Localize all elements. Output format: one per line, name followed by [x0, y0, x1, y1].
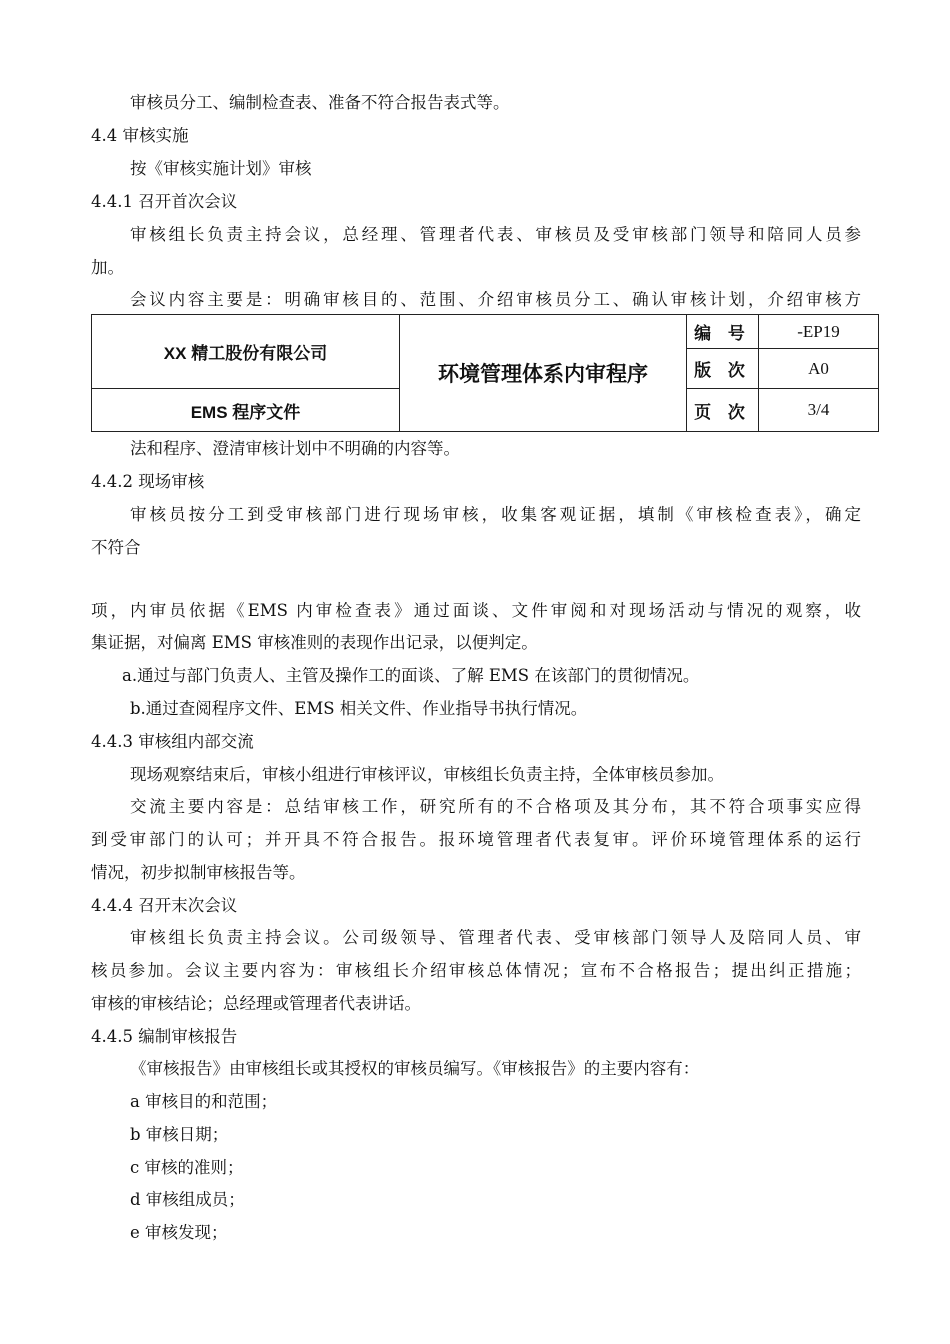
document-title: 环境管理体系内审程序	[400, 315, 687, 432]
body-line: 审核组长负责主持会议，总经理、管理者代表、审核员及受审核部门领导和陪同人员参	[130, 225, 861, 244]
doc-number-value: -EP19	[759, 315, 879, 349]
body-line: 现场观察结束后，审核小组进行审核评议，审核组长负责主持，全体审核员参加。	[130, 765, 724, 784]
list-item: c 审核的准则；	[130, 1158, 244, 1177]
list-item: d 审核组成员；	[130, 1190, 245, 1209]
page-value: 3/4	[759, 389, 879, 432]
version-label: 版 次	[687, 349, 759, 389]
body-line: 不符合	[91, 538, 141, 557]
section-heading: 4.4.1 召开首次会议	[91, 192, 238, 211]
company-name: XX 精工股份有限公司	[92, 315, 400, 389]
body-line: 集证据，对偏离 EMS 审核准则的表现作出记录，以便判定。	[91, 633, 538, 652]
body-line: 审核员按分工到受审核部门进行现场审核，收集客观证据，填制《审核检查表》，确定	[130, 505, 861, 524]
body-line: 交流主要内容是：总结审核工作，研究所有的不合格项及其分布，其不符合项事实应得	[130, 797, 861, 816]
section-heading: 4.4.2 现场审核	[91, 472, 205, 491]
body-line: 审核组长负责主持会议。公司级领导、管理者代表、受审核部门领导人及陪同人员、审	[130, 928, 861, 947]
list-item: b.通过查阅程序文件、EMS 相关文件、作业指导书执行情况。	[130, 699, 588, 718]
section-heading: 4.4.5 编制审核报告	[91, 1027, 238, 1046]
doc-number-label: 编 号	[687, 315, 759, 349]
list-item: e 审核发现；	[130, 1223, 228, 1242]
version-value: A0	[759, 349, 879, 389]
list-item: b 审核日期；	[130, 1125, 229, 1144]
body-line: 按《审核实施计划》审核	[130, 159, 312, 178]
document-header-table	[91, 314, 879, 432]
body-line: 加。	[91, 258, 124, 277]
list-item: a 审核目的和范围；	[130, 1092, 278, 1111]
document-type: EMS 程序文件	[92, 389, 400, 432]
body-line: 核员参加。会议主要内容为：审核组长介绍审核总体情况；宣布不合格报告；提出纠正措施；	[91, 961, 861, 980]
body-line: 到受审部门的认可；并开具不符合报告。报环境管理者代表复审。评价环境管理体系的运行	[91, 830, 861, 849]
body-line: 会议内容主要是：明确审核目的、范围、介绍审核员分工、确认审核计划，介绍审核方	[130, 290, 861, 309]
section-heading: 4.4.4 召开末次会议	[91, 896, 238, 915]
body-line: 法和程序、澄清审核计划中不明确的内容等。	[130, 439, 460, 458]
section-heading: 4.4.3 审核组内部交流	[91, 732, 254, 751]
body-line: 项，内审员依据《EMS 内审检查表》通过面谈、文件审阅和对现场活动与情况的观察，收	[91, 601, 861, 620]
body-line: 审核员分工、编制检查表、准备不符合报告表式等。	[130, 93, 510, 112]
body-line: 情况，初步拟制审核报告等。	[91, 863, 306, 882]
list-item: a.通过与部门负责人、主管及操作工的面谈、了解 EMS 在该部门的贯彻情况。	[122, 666, 700, 685]
body-line: 《审核报告》由审核组长或其授权的审核员编写。《审核报告》的主要内容有：	[130, 1059, 700, 1078]
page-label: 页 次	[687, 389, 759, 432]
section-heading: 4.4 审核实施	[91, 126, 189, 145]
body-line: 审核的审核结论；总经理或管理者代表讲话。	[91, 994, 421, 1013]
